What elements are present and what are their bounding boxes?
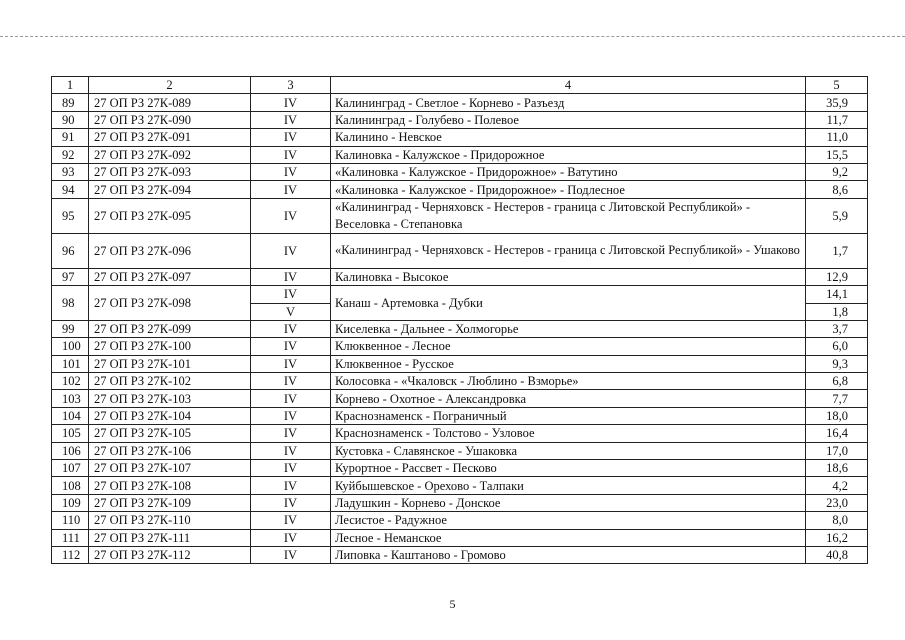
road-length-cell: 7,7 (806, 390, 868, 407)
road-code-cell: 27 ОП РЗ 27К-091 (89, 129, 251, 146)
road-length-cell: 35,9 (806, 94, 868, 111)
table-row (52, 477, 868, 494)
row-number-cell: 90 (52, 111, 89, 128)
table-row (52, 129, 868, 146)
table-row (52, 198, 868, 233)
road-category-cell: IV (251, 442, 331, 459)
road-name-cell: Кустовка - Славянское - Ушаковка (331, 442, 806, 459)
road-length-cell: 6,8 (806, 373, 868, 390)
road-length-cell: 17,0 (806, 442, 868, 459)
road-code-cell: 27 ОП РЗ 27К-089 (89, 94, 251, 111)
table-row (52, 442, 868, 459)
road-name-cell: Лесное - Неманское (331, 529, 806, 546)
row-number-cell: 93 (52, 163, 89, 180)
table-row (52, 163, 868, 180)
road-category-cell: IV (251, 286, 331, 303)
row-number-cell: 112 (52, 546, 89, 563)
road-category-cell: IV (251, 425, 331, 442)
table-row (52, 268, 868, 285)
road-code-cell: 27 ОП РЗ 27К-095 (89, 198, 251, 233)
row-number-cell: 111 (52, 529, 89, 546)
road-category-cell: IV (251, 181, 331, 198)
road-length-cell: 18,0 (806, 407, 868, 424)
road-name-cell: Калинино - Невское (331, 129, 806, 146)
road-name-cell: Калининград - Голубево - Полевое (331, 111, 806, 128)
road-length-cell: 40,8 (806, 546, 868, 563)
road-category-cell: IV (251, 146, 331, 163)
road-name-cell: «Калиновка - Калужское - Придорожное» - Подлесное (331, 181, 806, 198)
road-category-cell: IV (251, 355, 331, 372)
table-row (52, 512, 868, 529)
table-row (52, 146, 868, 163)
row-number-cell: 104 (52, 407, 89, 424)
row-number-cell: 95 (52, 198, 89, 233)
road-category-cell: IV (251, 111, 331, 128)
road-category-cell: IV (251, 198, 331, 233)
road-name-cell: Корнево - Охотное - Александровка (331, 390, 806, 407)
header-col-4: 4 (331, 77, 806, 94)
road-category-cell: IV (251, 320, 331, 337)
road-name-cell: Клюквенное - Русское (331, 355, 806, 372)
road-category-cell: V (251, 303, 331, 320)
road-code-cell: 27 ОП РЗ 27К-092 (89, 146, 251, 163)
table-header-row (52, 77, 868, 94)
table-row (52, 233, 868, 268)
road-length-cell: 1,7 (806, 233, 868, 268)
table-row (52, 94, 868, 111)
road-length-cell: 11,7 (806, 111, 868, 128)
row-number-cell: 92 (52, 146, 89, 163)
table-row (52, 320, 868, 337)
road-code-cell: 27 ОП РЗ 27К-100 (89, 338, 251, 355)
row-number-cell: 100 (52, 338, 89, 355)
road-length-cell: 11,0 (806, 129, 868, 146)
road-length-cell: 1,8 (806, 303, 868, 320)
road-length-cell: 8,0 (806, 512, 868, 529)
road-code-cell: 27 ОП РЗ 27К-099 (89, 320, 251, 337)
road-name-cell: Куйбышевское - Орехово - Талпаки (331, 477, 806, 494)
road-code-cell: 27 ОП РЗ 27К-111 (89, 529, 251, 546)
roads-table (51, 76, 868, 564)
table-row (52, 355, 868, 372)
table-row (52, 286, 868, 303)
table-row (52, 460, 868, 477)
table-row (52, 373, 868, 390)
road-length-cell: 12,9 (806, 268, 868, 285)
row-number-cell: 98 (52, 286, 89, 321)
road-category-cell: IV (251, 407, 331, 424)
road-length-cell: 4,2 (806, 477, 868, 494)
road-name-cell: Калининград - Светлое - Корнево - Разъезд (331, 94, 806, 111)
table-row (52, 390, 868, 407)
road-category-cell: IV (251, 233, 331, 268)
road-name-cell: Калиновка - Калужское - Придорожное (331, 146, 806, 163)
road-length-cell: 5,9 (806, 198, 868, 233)
road-name-cell: Колосовка - «Чкаловск - Люблино - Взморье» (331, 373, 806, 390)
road-name-cell: Краснознаменск - Толстово - Узловое (331, 425, 806, 442)
road-code-cell: 27 ОП РЗ 27К-108 (89, 477, 251, 494)
road-code-cell: 27 ОП РЗ 27К-107 (89, 460, 251, 477)
road-code-cell: 27 ОП РЗ 27К-090 (89, 111, 251, 128)
table-row (52, 425, 868, 442)
row-number-cell: 102 (52, 373, 89, 390)
scan-divider-line (0, 36, 905, 37)
header-col-3: 3 (251, 77, 331, 94)
road-category-cell: IV (251, 546, 331, 563)
road-length-cell: 16,4 (806, 425, 868, 442)
road-length-cell: 9,2 (806, 163, 868, 180)
row-number-cell: 94 (52, 181, 89, 198)
road-code-cell: 27 ОП РЗ 27К-098 (89, 286, 251, 321)
road-name-cell: «Калининград - Черняховск - Нестеров - граница с Литовской Республикой» - Ушаково (331, 233, 806, 268)
row-number-cell: 103 (52, 390, 89, 407)
table-row (52, 338, 868, 355)
road-category-cell: IV (251, 268, 331, 285)
road-name-cell: Калиновка - Высокое (331, 268, 806, 285)
row-number-cell: 91 (52, 129, 89, 146)
row-number-cell: 109 (52, 494, 89, 511)
row-number-cell: 108 (52, 477, 89, 494)
table-row (52, 181, 868, 198)
row-number-cell: 96 (52, 233, 89, 268)
road-length-cell: 9,3 (806, 355, 868, 372)
road-category-cell: IV (251, 338, 331, 355)
road-code-cell: 27 ОП РЗ 27К-112 (89, 546, 251, 563)
road-name-cell: Клюквенное - Лесное (331, 338, 806, 355)
road-category-cell: IV (251, 163, 331, 180)
row-number-cell: 101 (52, 355, 89, 372)
road-code-cell: 27 ОП РЗ 27К-093 (89, 163, 251, 180)
road-code-cell: 27 ОП РЗ 27К-106 (89, 442, 251, 459)
table-row (52, 111, 868, 128)
road-name-cell: Киселевка - Дальнее - Холмогорье (331, 320, 806, 337)
table-row (52, 494, 868, 511)
page-number: 5 (449, 597, 456, 611)
table-row (52, 546, 868, 563)
road-name-cell: Лесистое - Радужное (331, 512, 806, 529)
row-number-cell: 106 (52, 442, 89, 459)
road-name-cell: «Калиновка - Калужское - Придорожное» - Ватутино (331, 163, 806, 180)
road-category-cell: IV (251, 373, 331, 390)
row-number-cell: 89 (52, 94, 89, 111)
row-number-cell: 97 (52, 268, 89, 285)
road-code-cell: 27 ОП РЗ 27К-094 (89, 181, 251, 198)
road-code-cell: 27 ОП РЗ 27К-097 (89, 268, 251, 285)
road-name-cell: Курортное - Рассвет - Песково (331, 460, 806, 477)
road-category-cell: IV (251, 512, 331, 529)
road-code-cell: 27 ОП РЗ 27К-110 (89, 512, 251, 529)
road-category-cell: IV (251, 94, 331, 111)
road-name-cell: «Калининград - Черняховск - Нестеров - граница с Литовской Республикой» - Веселовка - Степановка (331, 198, 806, 233)
road-length-cell: 3,7 (806, 320, 868, 337)
road-length-cell: 15,5 (806, 146, 868, 163)
road-length-cell: 8,6 (806, 181, 868, 198)
road-name-cell: Липовка - Каштаново - Громово (331, 546, 806, 563)
road-category-cell: IV (251, 460, 331, 477)
road-category-cell: IV (251, 477, 331, 494)
road-code-cell: 27 ОП РЗ 27К-096 (89, 233, 251, 268)
road-code-cell: 27 ОП РЗ 27К-104 (89, 407, 251, 424)
row-number-cell: 105 (52, 425, 89, 442)
road-length-cell: 16,2 (806, 529, 868, 546)
road-code-cell: 27 ОП РЗ 27К-103 (89, 390, 251, 407)
row-number-cell: 99 (52, 320, 89, 337)
table-row (52, 407, 868, 424)
road-length-cell: 23,0 (806, 494, 868, 511)
road-category-cell: IV (251, 529, 331, 546)
header-col-2: 2 (89, 77, 251, 94)
road-length-cell: 18,6 (806, 460, 868, 477)
road-code-cell: 27 ОП РЗ 27К-109 (89, 494, 251, 511)
road-category-cell: IV (251, 129, 331, 146)
road-code-cell: 27 ОП РЗ 27К-105 (89, 425, 251, 442)
header-col-5: 5 (806, 77, 868, 94)
road-category-cell: IV (251, 390, 331, 407)
road-name-cell: Краснознаменск - Пограничный (331, 407, 806, 424)
road-category-cell: IV (251, 494, 331, 511)
road-name-cell: Канаш - Артемовка - Дубки (331, 286, 806, 321)
road-length-cell: 6,0 (806, 338, 868, 355)
road-name-cell: Ладушкин - Корнево - Донское (331, 494, 806, 511)
road-code-cell: 27 ОП РЗ 27К-102 (89, 373, 251, 390)
table-row (52, 529, 868, 546)
road-length-cell: 14,1 (806, 286, 868, 303)
row-number-cell: 110 (52, 512, 89, 529)
header-col-1: 1 (52, 77, 89, 94)
road-code-cell: 27 ОП РЗ 27К-101 (89, 355, 251, 372)
row-number-cell: 107 (52, 460, 89, 477)
